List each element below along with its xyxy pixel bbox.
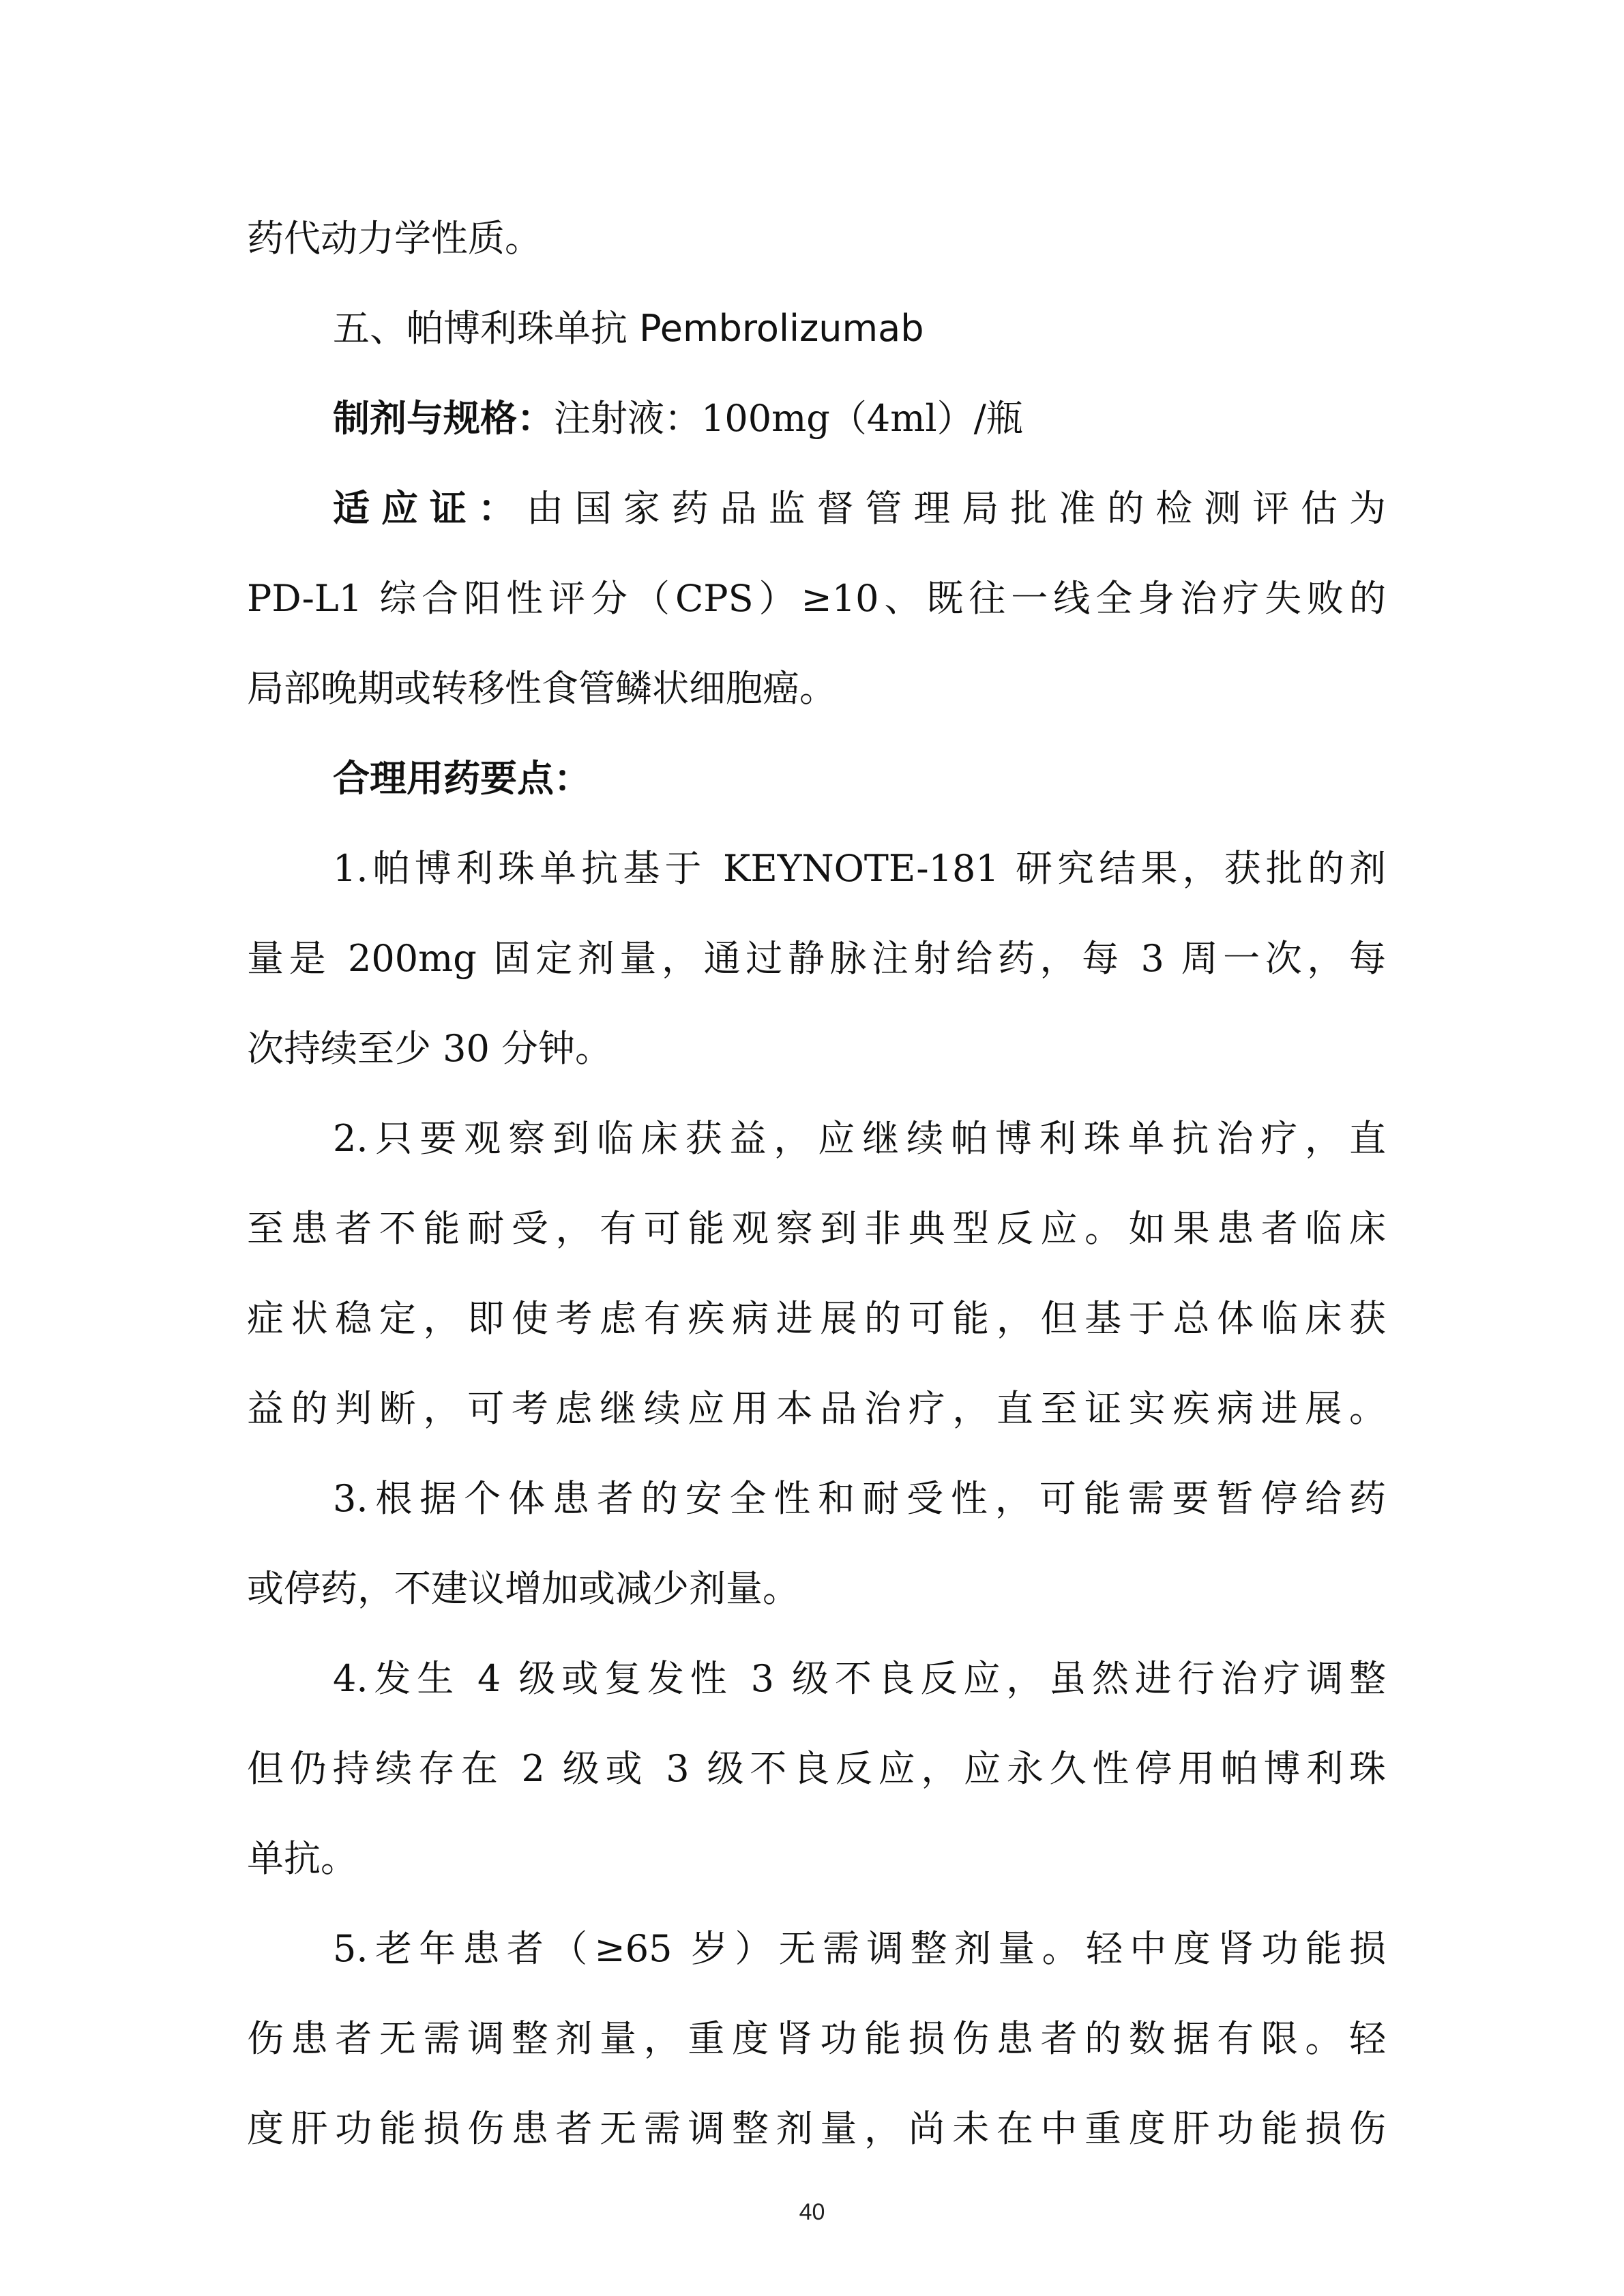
paragraph-line: 4.发生 4 级或复发性 3 级不良反应，虽然进行治疗调整: [333, 1657, 1386, 1700]
section-heading: 五、帕博利珠单抗 Pembrolizumab: [333, 307, 924, 350]
paragraph-line: 3.根据个体患者的安全性和耐受性，可能需要暂停给药: [333, 1477, 1386, 1520]
paragraph-line: 2.只要观察到临床获益，应继续帕博利珠单抗治疗，直: [333, 1117, 1386, 1160]
indication-label: 适应证：: [333, 487, 527, 530]
paragraph-line: 5.老年患者（≥65 岁）无需调整剂量。轻中度肾功能损: [333, 1927, 1386, 1970]
paragraph-line: 药代动力学性质。: [247, 217, 542, 260]
page-number: 40: [799, 2199, 825, 2225]
formulation-line: [333, 385, 1023, 453]
paragraph-line: 或停药，不建议增加或减少剂量。: [247, 1567, 799, 1610]
paragraph-line: 度肝功能损伤患者无需调整剂量，尚未在中重度肝功能损伤: [247, 2107, 1386, 2150]
formulation-label: 制剂与规格：: [333, 397, 554, 440]
paragraph-line: PD-L1 综合阳性评分（CPS）≥10、既往一线全身治疗失败的: [247, 577, 1386, 620]
paragraph-line: 单抗。: [247, 1837, 357, 1880]
formulation-text: 注射液：100mg（4ml）/瓶: [554, 397, 1023, 440]
paragraph-line: 次持续至少 30 分钟。: [247, 1027, 612, 1070]
paragraph-line: 但仍持续存在 2 级或 3 级不良反应，应永久性停用帕博利珠: [247, 1747, 1386, 1790]
paragraph-line: 至患者不能耐受，有可能观察到非典型反应。如果患者临床: [247, 1207, 1386, 1250]
paragraph-line: 症状稳定，即使考虑有疾病进展的可能，但基于总体临床获: [247, 1297, 1386, 1340]
paragraph-line: 量是 200mg 固定剂量，通过静脉注射给药，每 3 周一次，每: [247, 937, 1386, 980]
paragraph-line: 局部晚期或转移性食管鳞状细胞癌。: [247, 667, 836, 710]
paragraph-line: 1.帕博利珠单抗基于 KEYNOTE-181 研究结果，获批的剂: [333, 847, 1386, 890]
indication-text: 由国家药品监督管理局批准的检测评估为: [526, 487, 1387, 530]
paragraph-line: 益的判断，可考虑继续应用本品治疗，直至证实疾病进展。: [247, 1387, 1386, 1430]
paragraph-line: 伤患者无需调整剂量，重度肾功能损伤患者的数据有限。轻: [247, 2017, 1386, 2060]
indication-line: [333, 475, 1386, 543]
key-points-heading: 合理用药要点：: [333, 757, 591, 800]
